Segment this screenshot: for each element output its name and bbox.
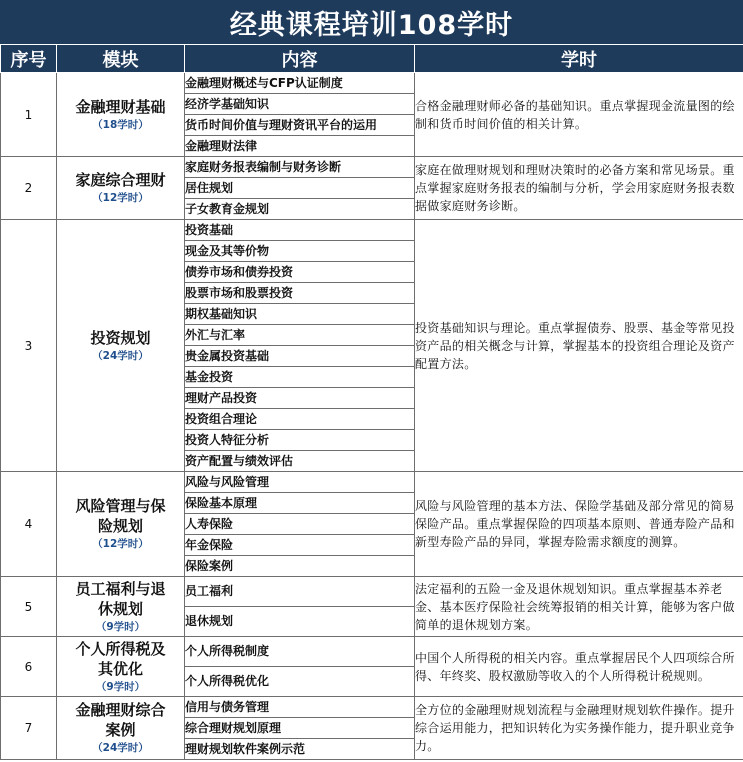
header-content: 内容 (185, 45, 415, 73)
module-cell (57, 637, 185, 697)
content-item: 贵金属投资基础 (185, 346, 415, 367)
content-item: 人寿保险 (185, 514, 415, 535)
content-item: 保险案例 (185, 556, 415, 577)
content-item: 债券市场和债券投资 (185, 262, 415, 283)
module-name: 家庭综合理财 (75, 171, 166, 189)
module-cell (57, 157, 185, 220)
content-item: 金融理财法律 (185, 136, 415, 157)
content-item: 外汇与汇率 (185, 325, 415, 346)
module-name: 金融理财基础 (75, 97, 166, 116)
header-module: 模块 (57, 45, 185, 73)
table-row (1, 472, 743, 493)
content-item: 现金及其等价物 (185, 241, 415, 262)
content-item: 家庭财务报表编制与财务诊断 (185, 157, 415, 178)
module-name: 金融理财综合案例 (75, 701, 166, 739)
module-hours: （9学时） (95, 620, 146, 633)
module-hours: （12学时） (92, 538, 149, 550)
module-cell (57, 220, 185, 472)
content-item: 员工福利 (185, 577, 415, 607)
module-description: 中国个人所得税的相关内容。重点掌握居民个人四项综合所得、年终奖、股权激励等收入的个人所得税计税规则。 (415, 637, 743, 697)
table-row (1, 73, 743, 94)
module-hours: （24学时） (92, 349, 149, 362)
module-cell (57, 73, 185, 157)
module-number: 5 (1, 577, 57, 637)
module-number: 2 (1, 157, 57, 220)
content-item: 个人所得税制度 (185, 637, 415, 667)
table-row (1, 157, 743, 178)
module-name: 投资规划 (90, 328, 151, 347)
content-item: 投资基础 (185, 220, 415, 241)
module-number: 3 (1, 220, 57, 472)
content-item: 居住规划 (185, 178, 415, 199)
module-hours: （12学时） (92, 192, 149, 204)
table-row (1, 577, 743, 607)
content-item: 保险基本原理 (185, 493, 415, 514)
module-hours: （18学时） (92, 118, 149, 131)
module-description: 法定福利的五险一金及退休规划知识。重点掌握基本养老金、基本医疗保险社会统筹报销的相关计算，能够为客户做简单的退休规划方案。 (415, 577, 743, 637)
content-item: 资产配置与绩效评估 (185, 451, 415, 472)
module-number: 4 (1, 472, 57, 577)
content-item: 子女教育金规划 (185, 199, 415, 220)
content-item: 理财产品投资 (185, 388, 415, 409)
module-cell (57, 697, 185, 760)
module-number: 6 (1, 637, 57, 697)
module-description: 风险与风险管理的基本方法、保险学基础及部分常见的简易保险产品。重点掌握保险的四项基本原则、普通寿险产品和新型寿险产品的异同，掌握寿险需求额度的测算。 (415, 472, 743, 577)
course-table (0, 44, 743, 760)
module-number: 7 (1, 697, 57, 760)
header-hours: 学时 (415, 45, 743, 73)
content-item: 投资组合理论 (185, 409, 415, 430)
content-item: 投资人特征分析 (185, 430, 415, 451)
page-title: 经典课程培训108学时 (0, 0, 743, 44)
content-item: 年金保险 (185, 535, 415, 556)
content-item: 金融理财概述与CFP认证制度 (185, 73, 415, 94)
module-cell (57, 577, 185, 637)
content-item: 风险与风险管理 (185, 472, 415, 493)
table-row (1, 220, 743, 241)
content-item: 信用与债务管理 (185, 697, 415, 718)
module-name: 员工福利与退休规划 (75, 579, 166, 618)
module-description: 投资基础知识与理论。重点掌握债券、股票、基金等常见投资产品的相关概念与计算，掌握基本的投资组合理论及资产配置方法。 (415, 220, 743, 472)
module-description: 合格金融理财师必备的基础知识。重点掌握现金流量图的绘制和货币时间价值的相关计算。 (415, 73, 743, 157)
module-name: 个人所得税及其优化 (75, 639, 166, 678)
content-item: 期权基础知识 (185, 304, 415, 325)
header-number: 序号 (1, 45, 57, 73)
module-description: 家庭在做理财规划和理财决策时的必备方案和常见场景。重点掌握家庭财务报表的编制与分析，学会用家庭财务报表数据做家庭财务诊断。 (415, 157, 743, 220)
module-hours: （9学时） (95, 680, 146, 693)
module-hours: （24学时） (92, 742, 149, 754)
module-number: 1 (1, 73, 57, 157)
content-item: 基金投资 (185, 367, 415, 388)
module-cell (57, 472, 185, 577)
module-name: 风险管理与保险规划 (75, 497, 166, 535)
content-item: 个人所得税优化 (185, 667, 415, 697)
content-item: 综合理财规划原理 (185, 718, 415, 739)
content-item: 股票市场和股票投资 (185, 283, 415, 304)
table-row (1, 697, 743, 718)
content-item: 理财规划软件案例示范 (185, 739, 415, 760)
table-row (1, 637, 743, 667)
header-row (1, 45, 743, 73)
content-item: 经济学基础知识 (185, 94, 415, 115)
module-description: 全方位的金融理财规划流程与金融理财规划软件操作。提升综合运用能力，把知识转化为实务操作能力，提升职业竞争力。 (415, 697, 743, 760)
content-item: 货币时间价值与理财资讯平台的运用 (185, 115, 415, 136)
content-item: 退休规划 (185, 607, 415, 637)
